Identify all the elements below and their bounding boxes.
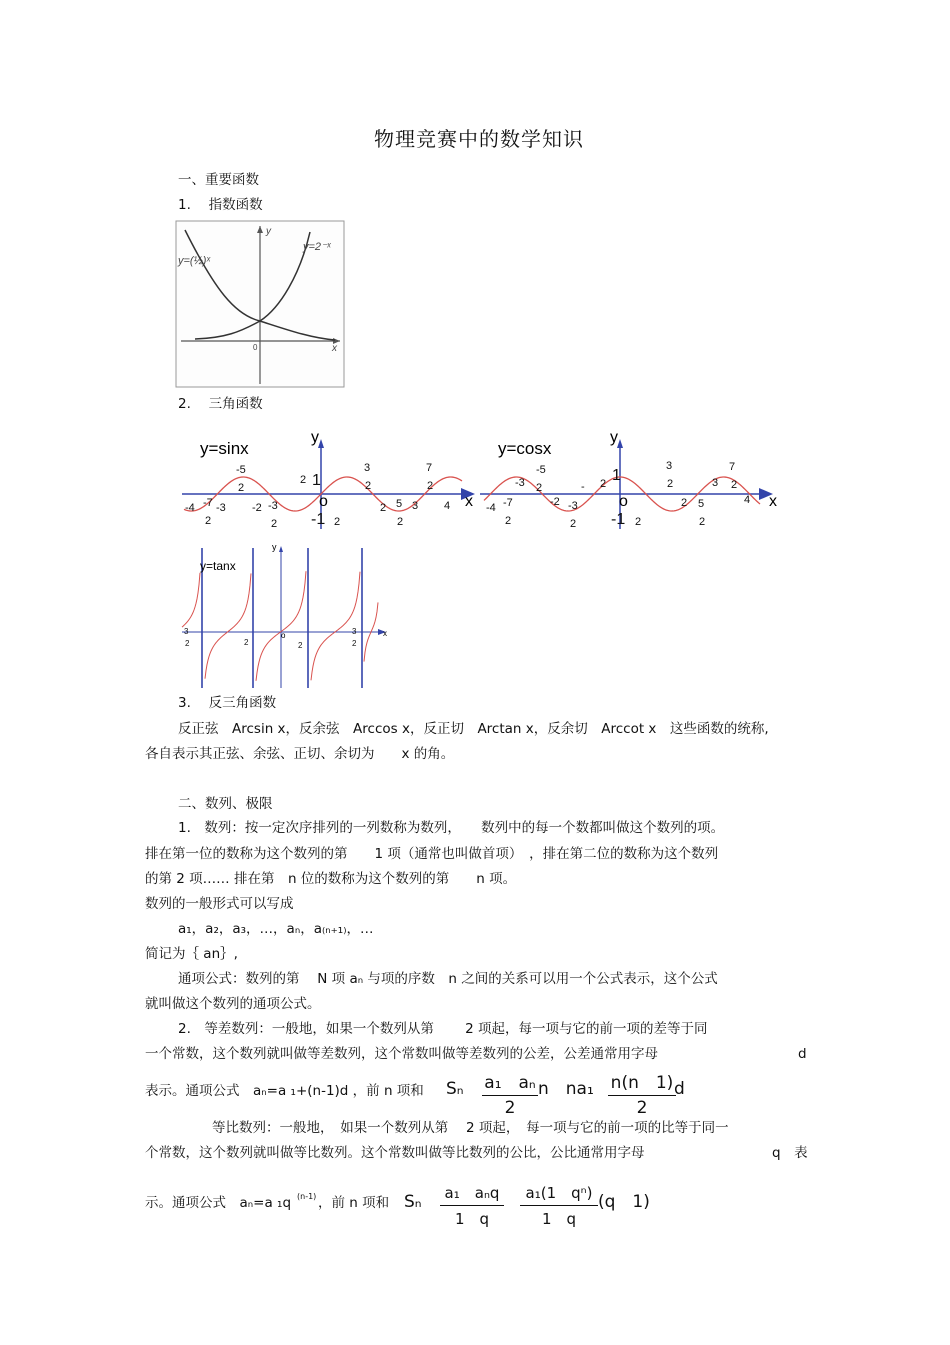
geo-fraction-2 xyxy=(520,1182,598,1229)
seq-line-7: 通项公式：数列的第 N 项 aₙ 与项的序数 n 之间的关系可以用一个公式表示，这个公式 xyxy=(178,971,718,987)
seq-line-3: 的第 2 项…… 排在第 n 位的数称为这个数列的第 n 项。 xyxy=(145,871,517,887)
svg-text:2: 2 xyxy=(570,518,577,530)
cos-label: y=cosx xyxy=(498,439,552,458)
geo-frac1-num: a₁ aₙq xyxy=(444,1184,500,1202)
svg-text:7: 7 xyxy=(729,461,736,473)
svg-text:-3: -3 xyxy=(268,500,278,512)
arith-letter-d: d xyxy=(798,1046,807,1062)
arith-line-3: 表示。通项公式 aₙ=a ₁+(n-1)d ，前 n 项和 xyxy=(145,1083,424,1099)
tan-axis-y: y xyxy=(272,542,277,552)
paragraph-inverse-2: 各自表示其正弦、余弦、正切、余切为 x 的角。 xyxy=(145,746,455,762)
tangent-graph xyxy=(180,540,395,690)
svg-text:2: 2 xyxy=(271,518,278,530)
exp-axis-x: x xyxy=(332,343,337,354)
svg-text:2: 2 xyxy=(427,480,434,492)
svg-text:2: 2 xyxy=(681,497,688,509)
subheading-trig: 2. 三角函数 xyxy=(178,396,263,412)
svg-text:2: 2 xyxy=(397,516,404,528)
cosine-graph xyxy=(478,425,788,535)
exp-axis-y: y xyxy=(266,226,271,237)
sine-graph xyxy=(180,425,480,535)
geo-frac1-den: 1 q xyxy=(454,1210,490,1228)
svg-text:-3: -3 xyxy=(216,502,226,514)
svg-text:2: 2 xyxy=(244,638,249,647)
svg-text:1: 1 xyxy=(312,472,321,489)
svg-text:2: 2 xyxy=(536,482,543,494)
svg-text:2: 2 xyxy=(380,502,387,514)
svg-text:3: 3 xyxy=(666,460,673,472)
geo-line-3b: ，前 n 项和 xyxy=(318,1195,390,1211)
exp-label-right: y=2⁻ˣ xyxy=(303,241,331,253)
svg-text:2: 2 xyxy=(635,516,642,528)
svg-text:3: 3 xyxy=(184,627,189,636)
svg-text:-7: -7 xyxy=(503,497,513,509)
exp-label-left: y=(½)ˣ xyxy=(178,255,211,267)
svg-text:2: 2 xyxy=(300,474,307,486)
seq-line-1: 1. 数列：按一定次序排列的一列数称为数列， 数列中的每一个数都叫做这个数列的项。 xyxy=(178,820,725,836)
svg-text:3: 3 xyxy=(412,500,419,512)
arith-frac1-den: 2 xyxy=(504,1098,516,1118)
page-title: 物理竞赛中的数学知识 xyxy=(374,127,584,151)
svg-text:2: 2 xyxy=(205,515,212,527)
seq-line-4: 数列的一般形式可以写成 xyxy=(145,896,294,912)
sin-axis-y: y xyxy=(311,429,319,446)
section-heading-functions: 一、重要函数 xyxy=(178,172,259,188)
paragraph-inverse-1: 反正弦 Arcsin x，反余弦 Arccos x，反正切 Arctan x，反余切 Arccot x 这些函数的统称, xyxy=(178,721,769,737)
seq-line-6: 简记为｛ an｝, xyxy=(145,946,238,962)
svg-text:2: 2 xyxy=(365,480,372,492)
arith-fraction-2 xyxy=(608,1068,676,1118)
subheading-inverse-trig: 3. 反三角函数 xyxy=(178,695,277,711)
cos-axis-y: y xyxy=(610,429,618,446)
svg-text:3: 3 xyxy=(352,627,357,636)
geo-frac2-num: a₁(1 qⁿ) xyxy=(525,1184,593,1202)
svg-text:7: 7 xyxy=(426,462,433,474)
arith-frac1-num: a₁ aₙ xyxy=(484,1073,536,1093)
geo-fraction-1 xyxy=(440,1182,504,1229)
tan-axis-x: x xyxy=(383,629,387,638)
section-heading-sequences: 二、数列、极限 xyxy=(178,796,273,812)
geo-letter-q: q 表 xyxy=(772,1145,808,1161)
arith-frac2-num: n(n 1) xyxy=(610,1073,674,1093)
geo-frac2-den: 1 q xyxy=(541,1210,577,1228)
tan-origin: o xyxy=(281,631,286,640)
arith-frac2-den: 2 xyxy=(636,1098,648,1118)
arith-line-2: 一个常数，这个数列就叫做等差数列，这个常数叫做等差数列的公差，公差通常用字母 xyxy=(145,1046,658,1062)
svg-text:3: 3 xyxy=(712,477,719,489)
sin-axis-x: x xyxy=(465,493,473,510)
geo-exponent: (n-1) xyxy=(297,1192,317,1201)
svg-text:2: 2 xyxy=(238,482,245,494)
svg-text:2: 2 xyxy=(334,516,341,528)
svg-text:4: 4 xyxy=(744,494,751,506)
arith-tail: d xyxy=(674,1079,685,1099)
geo-tail: (q 1) xyxy=(598,1192,650,1212)
arith-sn: Sₙ xyxy=(446,1079,464,1099)
svg-text:2: 2 xyxy=(298,641,303,650)
svg-text:2: 2 xyxy=(699,516,706,528)
geo-line-2: 个常数，这个数列就叫做等比数列。这个常数叫做等比数列的公比，公比通常用字母 xyxy=(145,1145,645,1161)
sin-origin: o xyxy=(319,493,328,510)
svg-text:1: 1 xyxy=(612,467,621,484)
arith-line-1: 2. 等差数列：一般地，如果一个数列从第 2 项起，每一项与它的前一项的差等于同 xyxy=(178,1021,708,1037)
seq-line-8: 就叫做这个数列的通项公式。 xyxy=(145,996,321,1012)
svg-text:-3: -3 xyxy=(515,477,525,489)
arith-fraction-1 xyxy=(482,1068,538,1118)
svg-text:-3: -3 xyxy=(568,500,578,512)
seq-line-5: a₁，a₂，a₃，…，aₙ，a₍ₙ₊₁₎，… xyxy=(178,921,374,937)
svg-text:2: 2 xyxy=(505,515,512,527)
sin-label: y=sinx xyxy=(200,439,249,458)
svg-text:-4: -4 xyxy=(486,502,496,514)
svg-text:2: 2 xyxy=(731,479,738,491)
svg-text:-7: -7 xyxy=(203,497,213,509)
seq-line-2: 排在第一位的数称为这个数列的第 1 项（通常也叫做首项） ，排在第二位的数称为这个数列 xyxy=(145,846,719,862)
svg-text:-1: -1 xyxy=(311,511,326,528)
svg-text:-5: -5 xyxy=(536,464,546,476)
geo-sn: Sₙ xyxy=(404,1192,422,1212)
svg-text:5: 5 xyxy=(698,498,705,510)
svg-text:-: - xyxy=(581,481,585,493)
cos-axis-x: x xyxy=(769,493,777,510)
svg-text:3: 3 xyxy=(364,462,371,474)
exponential-graph xyxy=(175,220,345,388)
svg-text:2: 2 xyxy=(352,639,357,648)
svg-text:-2: -2 xyxy=(550,496,560,508)
geo-line-1: 等比数列：一般地， 如果一个数列从第 2 项起， 每一项与它的前一项的比等于同一 xyxy=(212,1120,729,1136)
svg-text:4: 4 xyxy=(444,500,451,512)
svg-text:-1: -1 xyxy=(611,511,626,528)
svg-text:2: 2 xyxy=(667,478,674,490)
svg-text:2: 2 xyxy=(600,478,607,490)
svg-text:2: 2 xyxy=(185,639,190,648)
svg-text:-5: -5 xyxy=(236,464,246,476)
subheading-exponential: 1. 指数函数 xyxy=(178,197,263,213)
exp-origin: 0 xyxy=(253,343,258,352)
svg-text:-4: -4 xyxy=(185,502,195,514)
geo-line-3: 示。通项公式 aₙ=a ₁q xyxy=(145,1195,292,1211)
tan-label: y=tanx xyxy=(200,559,236,573)
cos-origin: o xyxy=(619,493,628,510)
svg-text:-2: -2 xyxy=(252,502,262,514)
svg-text:5: 5 xyxy=(396,498,403,510)
arith-mid: n na₁ xyxy=(538,1079,594,1099)
